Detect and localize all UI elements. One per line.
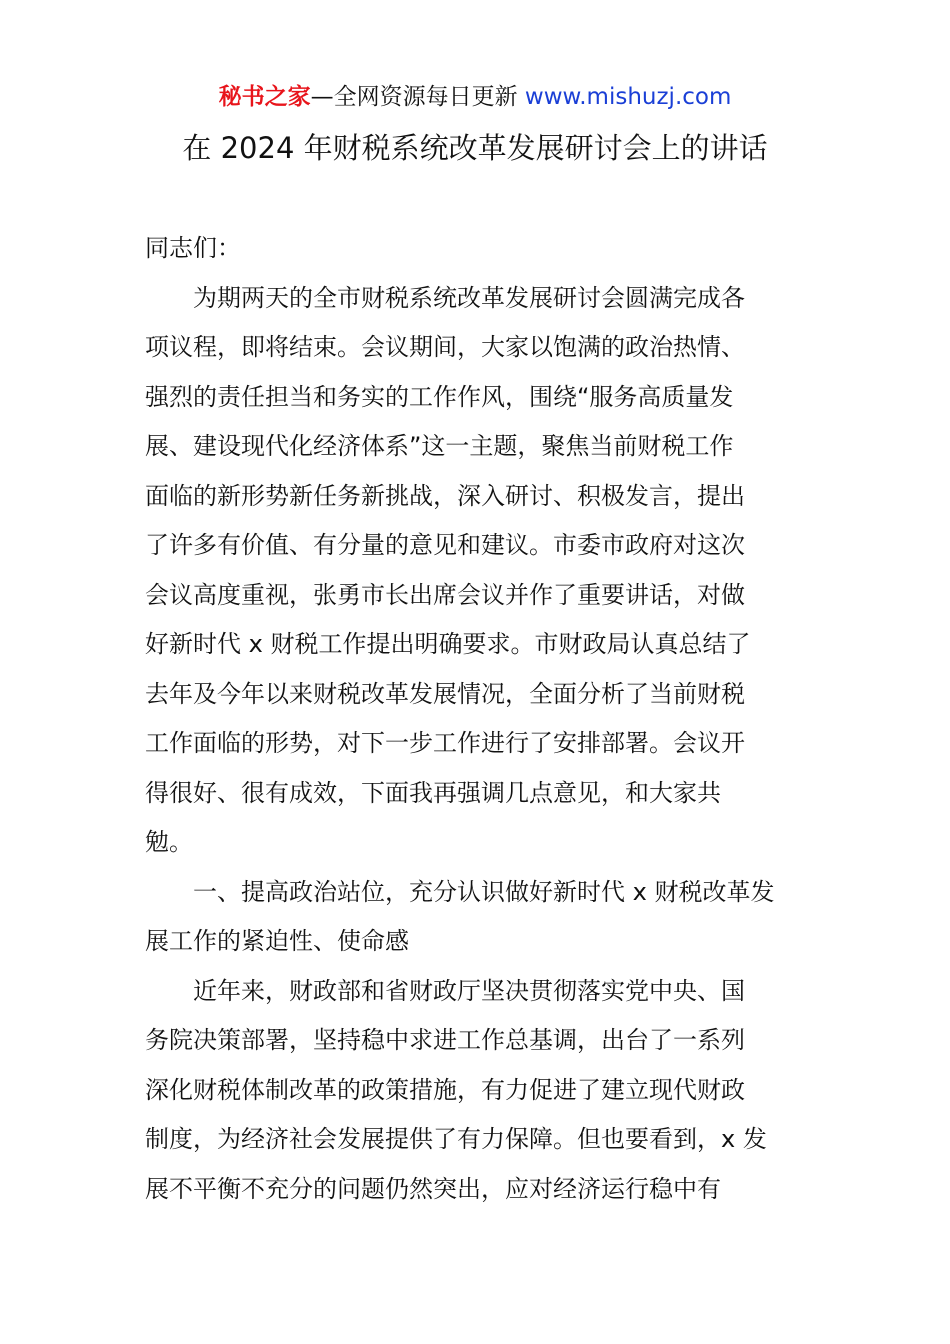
body-line: 好新时代 x 财税工作提出明确要求。市财政局认真总结了 (145, 630, 751, 658)
document-title: 在 2024 年财税系统改革发展研讨会上的讲话 (182, 131, 768, 165)
brand-name: 秘书之家 (218, 84, 311, 110)
body-line: 深化财税体制改革的政策措施，有力促进了建立现代财政 (145, 1075, 745, 1104)
site-banner (0, 80, 950, 114)
body-line: 为期两天的全市财税系统改革发展研讨会圆满完成各 (193, 283, 745, 312)
body-line: 展工作的紧迫性、使命感 (145, 927, 409, 955)
body-line: 务院决策部署，坚持稳中求进工作总基调，出台了一系列 (145, 1026, 745, 1054)
body-line: 项议程，即将结束。会议期间，大家以饱满的政治热情、 (145, 333, 745, 361)
body-line: 展不平衡不充分的问题仍然突出，应对经济运行稳中有 (145, 1174, 721, 1203)
body-line: 制度，为经济社会发展提供了有力保障。但也要看到，x 发 (145, 1125, 767, 1153)
body-line: 一、提高政治站位，充分认识做好新时代 x 财税改革发 (193, 877, 775, 906)
site-url-link[interactable]: www.mishuzj.com (524, 84, 732, 110)
document-body (145, 224, 809, 1214)
body-line: 勉。 (145, 828, 193, 856)
body-line: 得很好、很有成效，下面我再强调几点意见，和大家共 (145, 778, 721, 807)
body-line: 近年来，财政部和省财政厅坚决贯彻落实党中央、国 (193, 976, 745, 1005)
body-line: 了许多有价值、有分量的意见和建议。市委市政府对这次 (145, 531, 745, 559)
body-line: 会议高度重视，张勇市长出席会议并作了重要讲话，对做 (145, 580, 745, 609)
body-line: 面临的新形势新任务新挑战，深入研讨、积极发言，提出 (145, 481, 745, 510)
body-line: 工作面临的形势，对下一步工作进行了安排部署。会议开 (145, 729, 745, 757)
body-line: 同志们： (145, 234, 241, 262)
banner-text: —全网资源每日更新 (310, 84, 525, 110)
body-line: 展、建设现代化经济体系”这一主题，聚焦当前财税工作 (145, 432, 734, 460)
body-line: 去年及今年以来财税改革发展情况，全面分析了当前财税 (145, 679, 745, 708)
body-line: 强烈的责任担当和务实的工作作风，围绕“服务高质量发 (145, 382, 734, 411)
